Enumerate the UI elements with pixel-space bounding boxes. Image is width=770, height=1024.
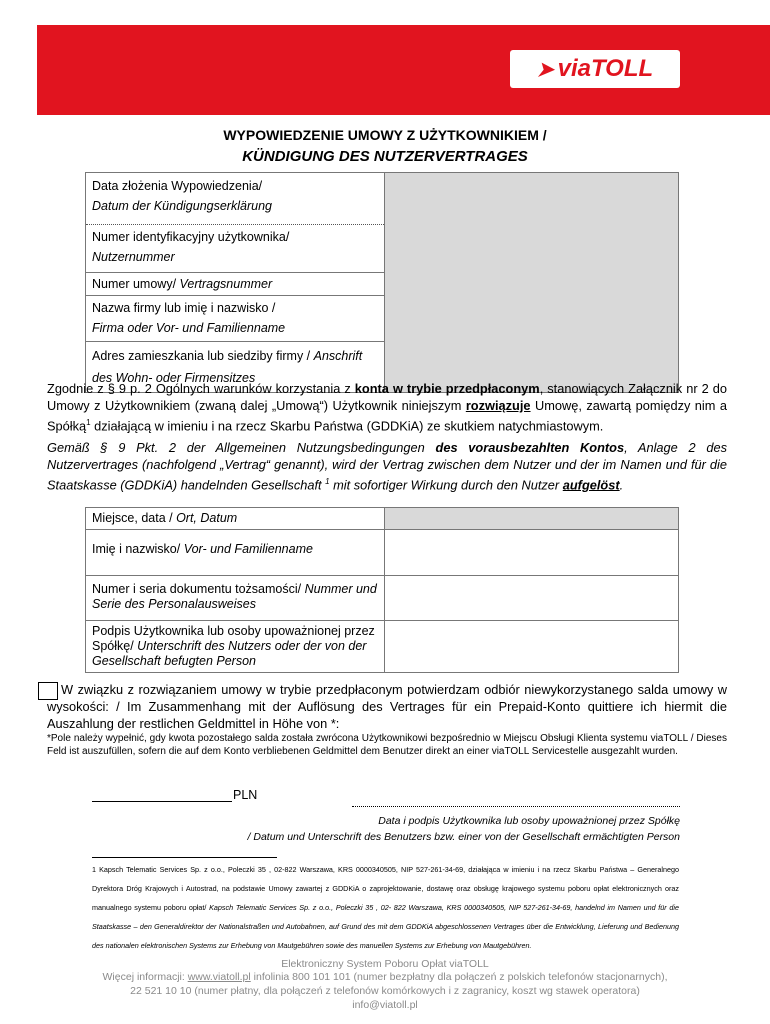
label-de: Datum der Kündigungserklärung (92, 199, 272, 213)
label-pl: Data złożenia Wypowiedzenia/ (92, 179, 263, 193)
document-title-de: KÜNDIGUNG DES NUTZERVERTRAGES (242, 148, 528, 165)
signature-field[interactable] (384, 621, 678, 673)
form-label-cell (86, 296, 385, 342)
label-pl: Adres zamieszkania lub siedziby firmy / (92, 349, 314, 363)
website-link[interactable]: www.viatoll.pl (187, 971, 251, 983)
footnote-company: 1 Kapsch Telematic Services Sp. z o.o., Poleczki 35 , 02-822 Warszawa, KRS 0000340505, NIP 527-261-34-69, działająca w imieniu i na rzecz Skarbu Państwa – Generalnego Dyrektora Dróg Krajowych i Autostrad, na podstawie Umowy zawartej z GDDKiA o zaprojektowanie, dostawę oraz obsługę krajowego systemu poboru opłat elektronicznych oraz manualnego systemu poboru opłat/ Kapsch Telematic Services Sp. z o.o., Poleczki 35 , 02- 822 Warszawa, KRS 0000340505, NIP 527-261-34-69, handelnd im Namen und für die Staatskasse – den Generaldirektor der Nationalstraßen und Autobahnen, auf Grund des mit dem GDDKiA abgeschlossenen Vertrages über die Entwicklung, Lieferung und Bedienung des nationalen elektronischen Systems zur Erhebung von Mautgebühren sowie des manuellen Systems zur Erhebung von Mautgebühren. (92, 865, 679, 950)
footer-email[interactable]: info@viatoll.pl (352, 999, 418, 1011)
table-row (86, 576, 679, 621)
signature-caption-de: / Datum und Unterschrift des Benutzers bzw. einer von der Gesellschaft ermächtigten Person (247, 831, 680, 843)
id-document-field[interactable] (384, 576, 678, 621)
logo-text: viaTOLL (557, 55, 654, 82)
table-row (86, 173, 679, 273)
form-label-cell (86, 273, 385, 296)
footer-title: Elektroniczny System Poboru Opłat viaTOLL (281, 958, 489, 970)
viatoll-logo (510, 50, 680, 88)
label-pl: Numer umowy/ (92, 277, 180, 291)
signature-data-table (85, 507, 679, 673)
label-pl: Nazwa firmy lub imię i nazwisko / (92, 301, 276, 315)
label-de: Nutzernummer (92, 250, 175, 264)
document-title: WYPOWIEDZENIE UMOWY Z UŻYTKOWNIKIEM / (223, 127, 547, 143)
label-de: Anschrift des Wohn- oder Firmensitzes (92, 349, 363, 385)
name-field[interactable] (384, 530, 678, 576)
form-label-cell: Numer i seria dokumentu tożsamości/ Nummer und Serie des Personalausweises (86, 576, 385, 621)
label-de: Vertragsnummer (179, 277, 273, 291)
form-label-cell (86, 173, 385, 273)
label-pl: Numer identyfikacyjny użytkownika/ (92, 230, 290, 244)
dotted-separator (86, 224, 384, 225)
form-label-cell: Imię i nazwisko/ Vor- und Familienname (86, 530, 385, 576)
place-date-field[interactable] (384, 508, 678, 530)
user-data-table (85, 172, 679, 393)
form-label-cell: Miejsce, data / Ort, Datum (86, 508, 385, 530)
termination-paragraph-pl: Zgodnie z § 9 p. 2 Ogólnych warunków korzystania z konta w trybie przedpłaconym, stanowiących Załącznik nr 2 do Umowy z Użytkownikiem (zwaną dalej „Umową“) Użytkownik niniejszym rozwiązuje Umowę, zawartą pomiędzy nim a Spółką$^1$ działającą w imieniu i na rzecz Skarbu Państwa (GDDKiA) ze skutkiem natychmiastowym. (47, 381, 728, 434)
refund-confirmation-paragraph: W związku z rozwiązaniem umowy w trybie przedpłaconym potwierdzam odbiór niewykorzystanego salda umowy w wysokości: / Im Zusammenhang mit der Auflösung des Vertrages für ein Prepaid-Konto quittiere ich hiermit die Auszahlung der restlichen Geldmittel in Höhe von *: (47, 682, 727, 731)
currency-label: PLN (233, 788, 258, 802)
footer-phone: 22 521 10 10 (numer płatny, dla połączeń z telefonów komórkowych i z zagranicy, koszt wg stawek operatora) (130, 985, 640, 997)
form-input-field[interactable] (384, 173, 678, 393)
footnote-divider (92, 857, 277, 858)
label-de: Firma oder Vor- und Familienname (92, 321, 286, 335)
signature-caption-pl: Data i podpis Użytkownika lub osoby upoważnionej przez Spółkę (378, 815, 680, 827)
signature-line[interactable] (352, 806, 680, 807)
footnote-asterisk: *Pole należy wypełnić, gdy kwota pozostałego salda została zwrócona Użytkownikowi bezpośrednio w Miejscu Obsługi Klienta systemu viaTOLL / Dieses Feld ist auszufüllen, sofern die auf dem Konto verbliebenen Geldmittel dem Benutzer direkt an einer viaTOLL Servicestelle ausgezahlt wurden. (47, 733, 727, 757)
road-arrow-icon: ➤ (536, 58, 554, 81)
table-row (86, 621, 679, 673)
table-row (86, 508, 679, 530)
footer-info: Więcej informacji: www.viatoll.pl infolinia 800 101 101 (numer bezpłatny dla połączeń z polskich telefonów stacjonarnych), (102, 971, 668, 983)
termination-paragraph-de: Gemäß § 9 Pkt. 2 der Allgemeinen Nutzungsbedingungen des vorausbezahlten Kontos, Anlage 2 des Nutzervertrages (nachfolgend „Vertrag“ genannt), wird der Vertrag zwischen dem Nutzer und der im Namen und für die Staatskasse (GDDKiA) handelnden Gesellschaft $^1$ mit sofortiger Wirkung durch den Nutzer aufgelöst. (47, 440, 728, 493)
form-label-cell: Podpis Użytkownika lub osoby upoważnionej przez Spółkę/ Unterschrift des Nutzers oder der von der Gesellschaft befugten Person (86, 621, 385, 673)
table-row (86, 530, 679, 576)
amount-input-line[interactable] (92, 801, 232, 802)
